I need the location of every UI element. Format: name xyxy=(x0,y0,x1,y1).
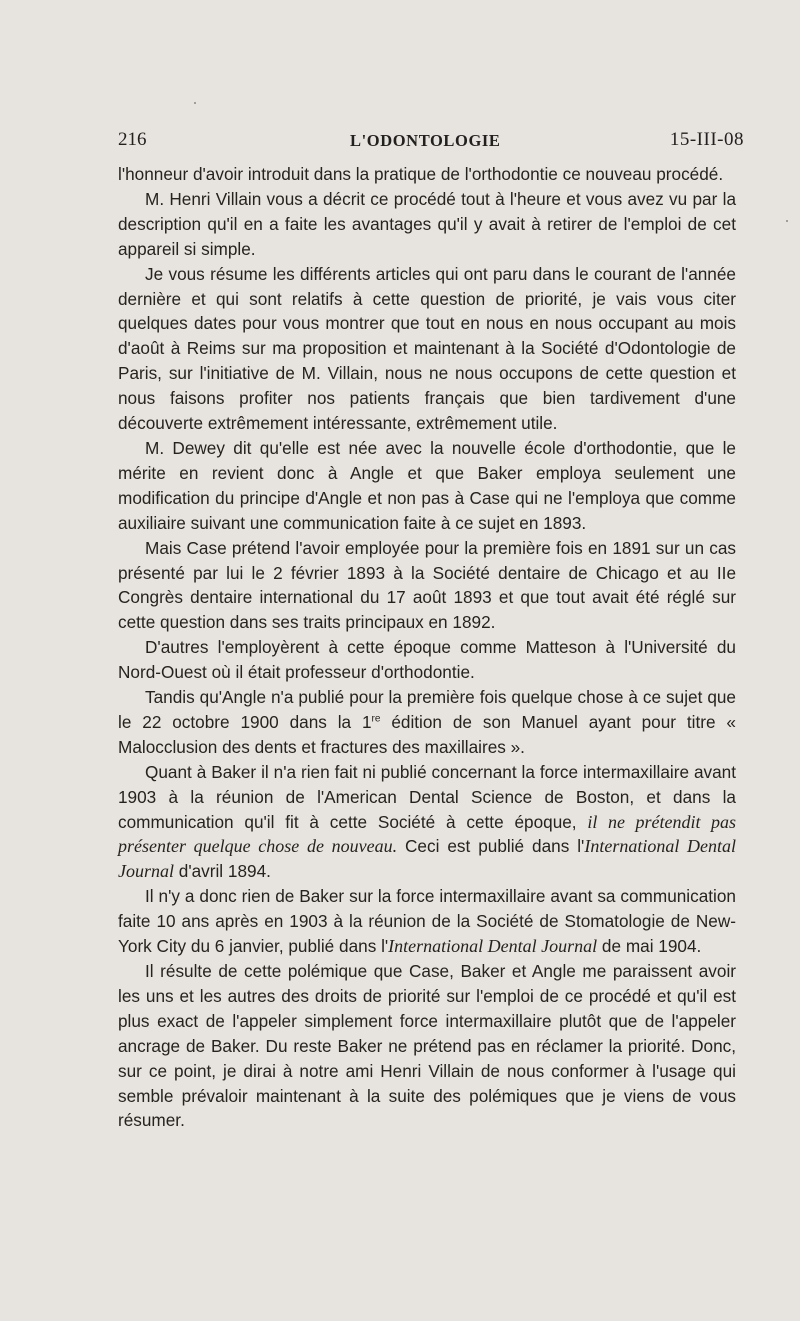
paragraph xyxy=(118,162,736,187)
paragraph xyxy=(118,262,736,436)
paragraph xyxy=(118,187,736,262)
paragraph xyxy=(118,959,736,1133)
paragraph-text: Mais Case prétend l'avoir employée pour la première fois en 1891 sur un cas présenté par lui le 2 février 1893 à la Société dentaire de Chicago et au IIe Congrès dentaire international du 17 août 1893 et que tout avait été réglé sur cette question dans ses traits principaux en 1892. xyxy=(118,537,736,633)
paragraph-text: de mai 1904. xyxy=(597,936,702,957)
running-header xyxy=(118,129,744,153)
paragraph xyxy=(118,436,736,536)
paragraph-text: Tandis qu'Angle n'a publié pour la première fois quelque chose à ce sujet que le 22 octobre 1900 dans la 1 xyxy=(118,687,736,732)
page-number: 216 xyxy=(118,129,147,150)
paragraph xyxy=(118,760,736,885)
paragraph-text: l'honneur d'avoir introduit dans la pratique de l'orthodontie ce nouveau procédé. xyxy=(118,164,724,184)
paragraph xyxy=(118,884,736,959)
journal-title: L'ODONTOLOGIE xyxy=(350,131,501,150)
article-body xyxy=(118,162,736,1133)
paragraph-text: M. Dewey dit qu'elle est née avec la nouvelle école d'orthodontie, que le mérite en revient donc à Angle et que Baker employa seulement une modification du principe d'Angle et non pas à Case qui ne l'employa que comme auxiliaire suivant une communication faite à ce sujet en 1893. xyxy=(118,437,736,533)
paragraph-text: Il résulte de cette polémique que Case, Baker et Angle me paraissent avoir les uns et les autres des droits de priorité sur l'emploi de ce procédé et qu'il est plus exact de l'appeler simplement force intermaxillaire plutôt que de l'appeler ancrage de Baker. Du reste Baker ne prétend pas en réclamer la priorité. Donc, sur ce point, je dirai à notre ami Henri Villain de nous conformer à l'usage qui semble prévaloir maintenant à la suite des polémiques que je viens de vous résumer. xyxy=(118,961,736,1131)
italic-quote: il ne prétendit pas présenter quelque chose de nouveau. xyxy=(118,811,736,857)
paragraph-text: D'autres l'employèrent à cette époque comme Matteson à l'Université du Nord-Ouest où il était professeur d'orthodontie. xyxy=(118,637,736,683)
journal-name: International Dental Journal xyxy=(118,836,736,882)
paragraph-text: Quant à Baker il n'a rien fait ni publié concernant la force intermaxillaire avant 1903 à la réunion de l'American Dental Science de Boston, et dans la communication qu'il fit à cette Société à cette époque, xyxy=(118,761,736,832)
paragraph xyxy=(118,536,736,636)
superscript: re xyxy=(371,713,381,725)
paragraph xyxy=(118,635,736,685)
paragraph xyxy=(118,685,736,760)
paragraph-text: édition de son Manuel ayant pour titre « Malocclusion des dents et fractures des maxillaires ». xyxy=(118,711,736,757)
paragraph-text: M. Henri Villain vous a décrit ce procédé tout à l'heure et vous avez vu par la description qu'il en a faite les avantages qu'il y avait à retirer de l'emploi de cet appareil si simple. xyxy=(118,188,736,259)
paragraph-text: Je vous résume les différents articles qui ont paru dans le courant de l'année dernière et qui sont relatifs à cette question de priorité, je vais vous citer quelques dates pour vous montrer que tout en nous en nous occupant au mois d'août à Reims sur ma proposition et maintenant à la Société d'Odontologie de Paris, sur l'initiative de M. Villain, nous ne nous occupons de cette question et nous faisons profiter nos patients français que bien tardivement d'une découverte extrêmement intéressante, extrêmement utile. xyxy=(118,263,736,434)
paragraph-text: Il n'y a donc rien de Baker sur la force intermaxillaire avant sa communication faite 10 ans après en 1903 à la réunion de la Société de Stomatologie de New-York City du 6 janvier, publié dans l' xyxy=(118,886,736,957)
paragraph-text: Ceci est publié dans l' xyxy=(397,836,585,857)
issue-date: 15-III-08 xyxy=(669,129,744,150)
journal-name: International Dental Journal xyxy=(388,936,598,957)
print-speck xyxy=(786,220,788,222)
paragraph-text: d'avril 1894. xyxy=(174,861,271,882)
print-speck xyxy=(194,102,196,104)
